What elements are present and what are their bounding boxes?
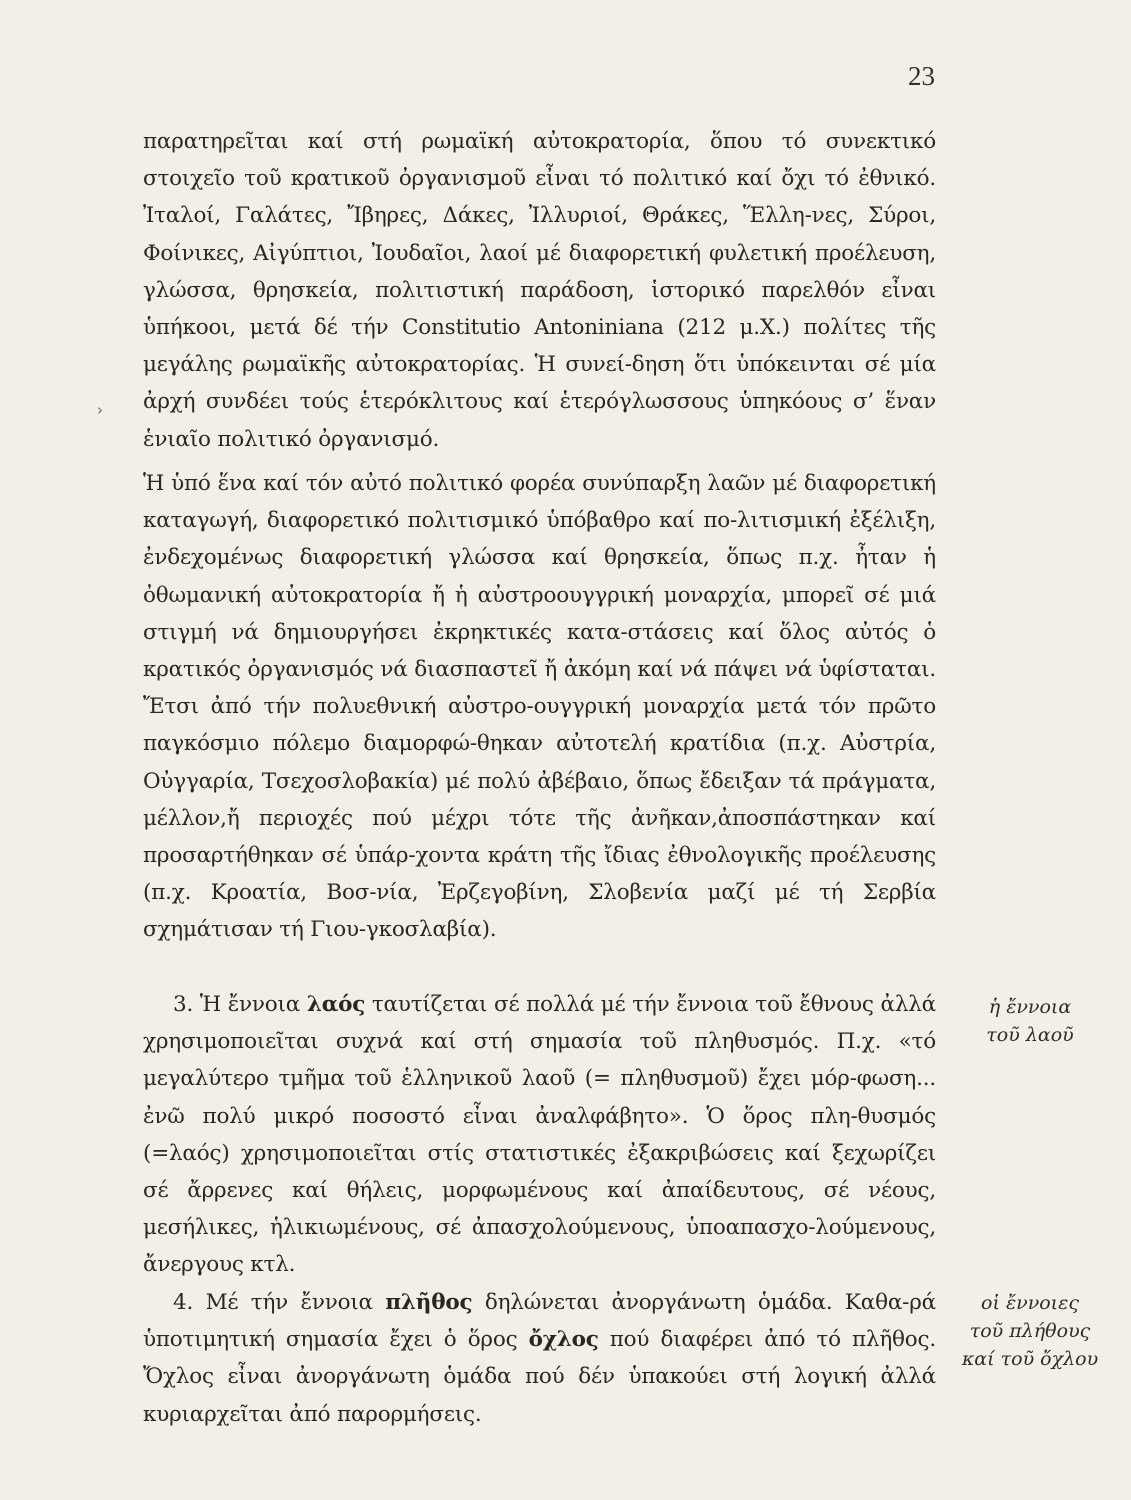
paragraph-concept-crowd bbox=[143, 1284, 936, 1433]
paragraph-roman-empire: παρατηρεῖται καί στή ρωμαϊκή αὐτοκρατορία, ὅπου τό συνεκτικό στοιχεῖο τοῦ κρατικοῦ ὀργανισμοῦ εἶναι τό πολιτικό καί ὄχι τό ἐθνικό. Ἰταλοί, Γαλάτες, Ἴβηρες, Δάκες, Ἰλλυριοί, Θράκες, Ἕλλη-νες, Σύροι, Φοίνικες, Αἰγύπτιοι, Ἰουδαῖοι, λαοί μέ διαφορετική φυλετική προέλευση, γλώσσα, θρησκεία, πολιτιστική παράδοση, ἱστορικό παρελθόν εἶναι ὑπήκοοι, μετά δέ τήν Constitutio Antoniniana (212 μ.Χ.) πολίτες τῆς μεγάλης ρωμαϊκῆς αὐτοκρατορίας. Ἡ συνεί-δηση ὅτι ὑπόκεινται σέ μία ἀρχή συνδέει τούς ἑτερόκλιτους καί ἑτερόγλωσσους ὑπηκόους σ’ ἕναν ἑνιαῖο πολιτικό ὀργανισμό. bbox=[143, 129, 936, 452]
margin-note-line: καί τοῦ ὄχλου bbox=[961, 1348, 1099, 1370]
margin-arrow-mark: › bbox=[97, 401, 103, 419]
margin-note-crowd bbox=[955, 1289, 1105, 1373]
paragraph-3-body: ταυτίζεται σέ πολλά μέ τήν ἔννοια τοῦ ἔθνους ἀλλά χρησιμοποιεῖται συχνά καί στή σημασία τοῦ πληθυσμός. Π.χ. «τό μεγαλύτερο τμῆμα τοῦ ἑλληνικοῦ λαοῦ (= πληθυσμοῦ) ἔχει μόρ-φωση... ἐνῶ πολύ μικρό ποσοστό εἶναι ἀναλφάβητο». Ὁ ὅρος πλη-θυσμός (=λαός) χρησιμοποιεῖται στίς στατιστικές ἐξακριβώσεις καί ξεχωρίζει σέ ἄρρενες καί θήλεις, μορφωμένους καί ἀπαίδευτους, σέ νέους, μεσήλικες, ἡλικιωμένους, σέ ἀπασχολούμενους, ὑποαπασχο-λούμενους, ἄνεργους κτλ. bbox=[143, 992, 936, 1278]
term-ochlos: ὄχλος bbox=[528, 1327, 599, 1353]
term-plethos: πλῆθος bbox=[385, 1290, 473, 1315]
margin-note-line: τοῦ πλήθους bbox=[969, 1320, 1091, 1342]
page-number: 23 bbox=[908, 61, 935, 91]
paragraph-3-intro: 3. Ἡ ἔννοια bbox=[173, 992, 307, 1017]
term-laos: λαός bbox=[306, 992, 366, 1017]
paragraph-concept-people bbox=[143, 986, 936, 1284]
paragraph-4-middle: δηλώνεται ἀνοργάνωτη ὁμάδα. Καθα-ρά ὑποτιμητική σημασία ἔχει ὁ ὅρος bbox=[143, 1290, 936, 1353]
margin-note-line: τοῦ λαοῦ bbox=[986, 1024, 1074, 1046]
paragraph-multinational-states: Ἡ ὑπό ἕνα καί τόν αὐτό πολιτικό φορέα συνύπαρξη λαῶν μέ διαφορετική καταγωγή, διαφορετικό πολιτισμικό ὑπόβαθρο καί πο-λιτισμική ἐξέλιξη, ἐνδεχομένως διαφορετική γλώσσα καί θρησκεία, ὅπως π.χ. ἦταν ἡ ὀθωμανική αὐτοκρατορία ἤ ἡ αὐστροουγγρική μοναρχία, μπορεῖ σέ μιά στιγμή νά δημιουργήσει ἐκρηκτικές κατα-στάσεις καί ὅλος αὐτός ὁ κρατικός ὀργανισμός νά διασπαστεῖ ἤ ἀκόμη καί νά πάψει νά ὑφίσταται. Ἔτσι ἀπό τήν πολυεθνική αὐστρο-ουγγρική μοναρχία μετά τόν πρῶτο παγκόσμιο πόλεμο διαμορφώ-θηκαν αὐτοτελή κρατίδια (π.χ. Αὐστρία, Οὐγγαρία, Τσεχοσλοβακία) μέ πολύ ἀβέβαιο, ὅπως ἔδειξαν τά πράγματα, μέλλον,ἤ περιοχές πού μέχρι τότε τῆς ἀνῆκαν,ἀποσπάστηκαν καί προσαρτήθηκαν σέ ὑπάρ-χοντα κράτη τῆς ἴδιας ἐθνολογικῆς προέλευσης (π.χ. Κροατία, Βοσ-νία, Ἐρζεγοβίνη, Σλοβενία μαζί μέ τή Σερβία σχημάτισαν τή Γιου-γκοσλαβία). bbox=[143, 471, 936, 943]
paragraph-4-body: πού διαφέρει ἀπό τό πλῆθος. Ὄχλος εἶναι ἀνοργάνωτη ὁμάδα πού δέν ὑπακούει στή λογική ἀλλά κυριαρχεῖται ἀπό παρορμήσεις. bbox=[143, 1327, 936, 1427]
margin-note-line: ἡ ἔννοια bbox=[988, 996, 1072, 1018]
paragraph-4-intro: 4. Μέ τήν ἔννοια bbox=[173, 1290, 386, 1315]
margin-note-line: οἱ ἔννοιες bbox=[981, 1292, 1079, 1314]
margin-note-people bbox=[955, 993, 1105, 1049]
